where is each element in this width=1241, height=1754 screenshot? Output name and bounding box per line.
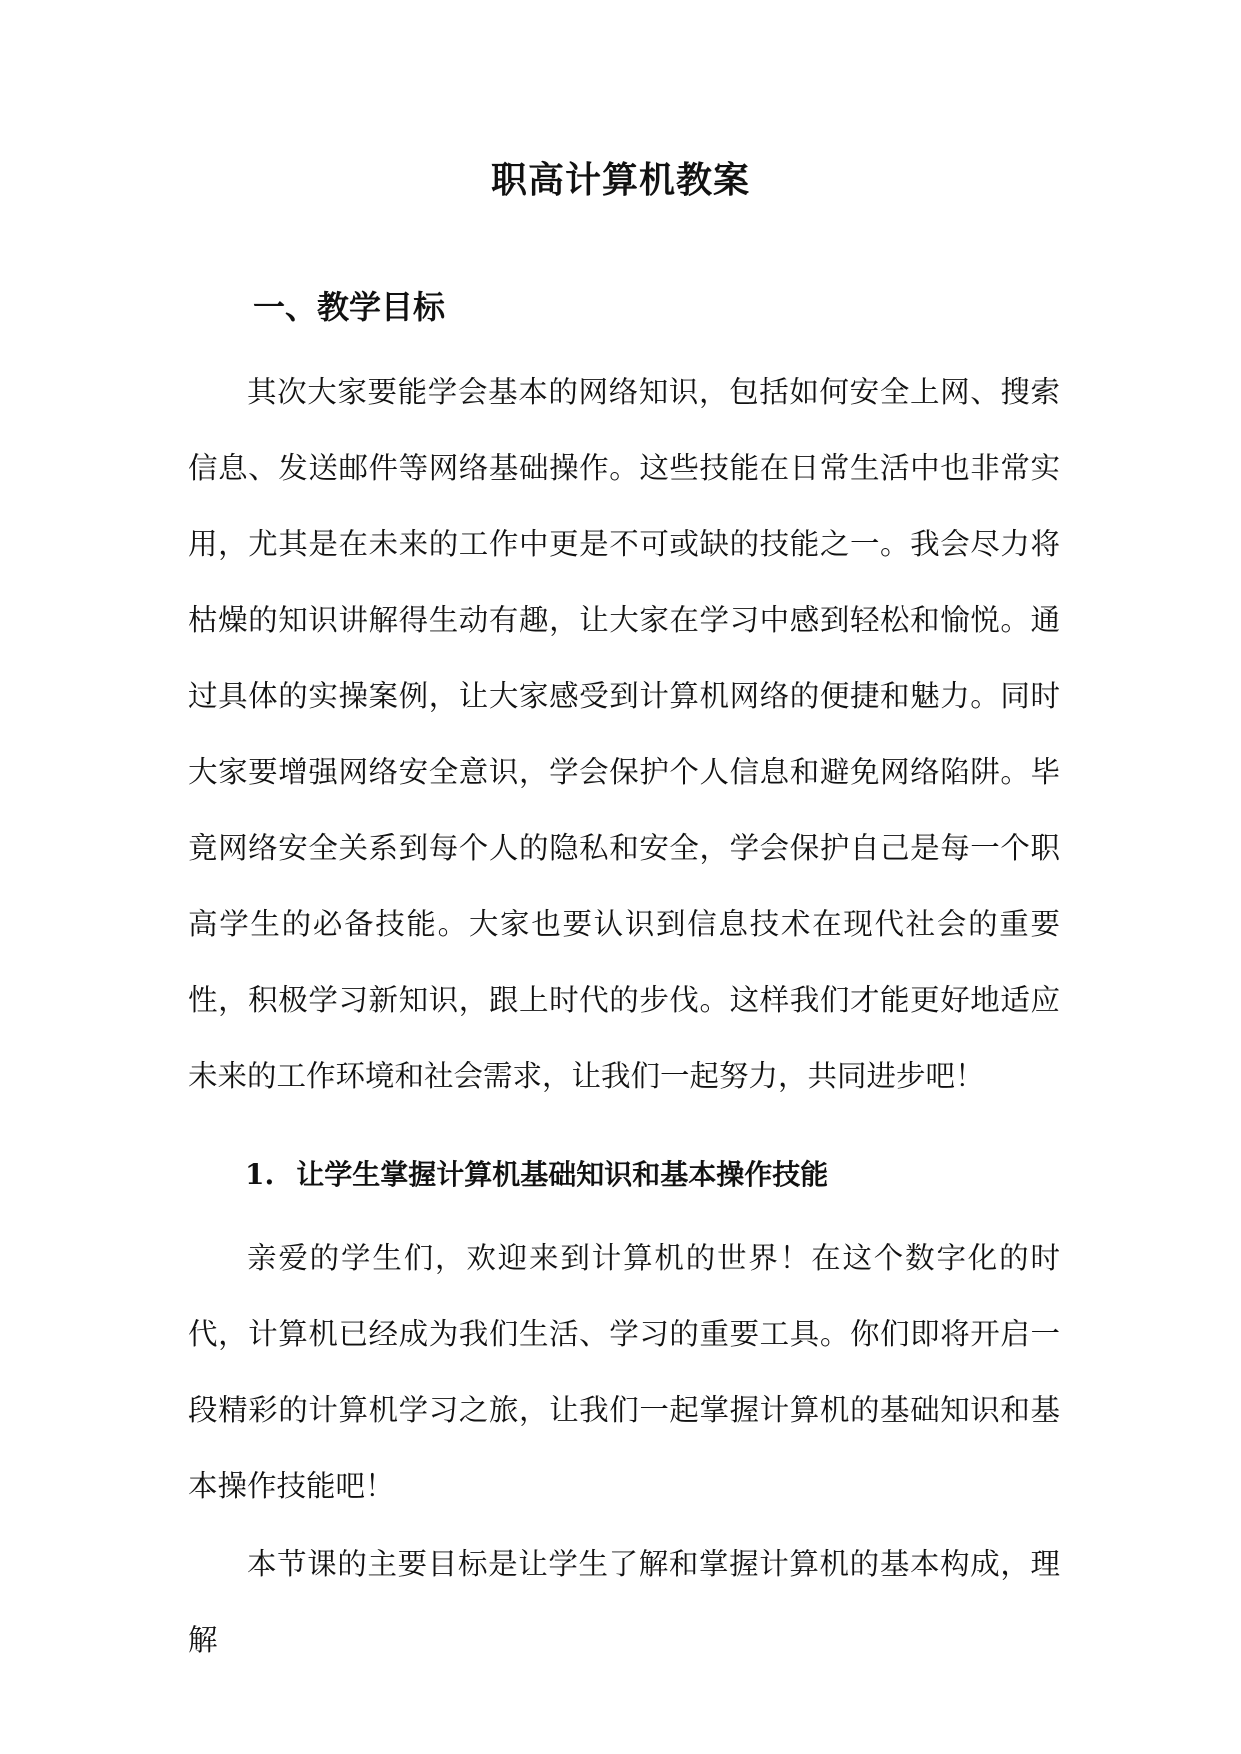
- subsection-heading: [245, 1153, 828, 1193]
- subsection-number: 1.: [245, 1158, 275, 1191]
- subsection1-paragraph-1: 亲爱的学生们，欢迎来到计算机的世界！在这个数字化的时代，计算机已经成为我们生活、学习的重要工具。你们即将开启一段精彩的计算机学习之旅，让我们一起掌握计算机的基础知识和基本操作技能吧！: [188, 1241, 1060, 1503]
- subsection-heading-text: 让学生掌握计算机基础知识和基本操作技能: [296, 1158, 829, 1191]
- section-heading-teaching-goals: 一、教学目标: [253, 288, 446, 326]
- subsection1-paragraph-2: 本节课的主要目标是让学生了解和掌握计算机的基本构成，理解: [188, 1547, 1060, 1657]
- section1-paragraph: 其次大家要能学会基本的网络知识，包括如何安全上网、搜索信息、发送邮件等网络基础操作。这些技能在日常生活中也非常实用，尤其是在未来的工作中更是不可或缺的技能之一。我会尽力将枯燥的知识讲解得生动有趣，让大家在学习中感到轻松和愉悦。通过具体的实操案例，让大家感受到计算机网络的便捷和魅力。同时大家要增强网络安全意识，学会保护个人信息和避免网络陷阱。毕竟网络安全关系到每个人的隐私和安全，学会保护自己是每一个职高学生的必备技能。大家也要认识到信息技术在现代社会的重要性，积极学习新知识，跟上时代的步伐。这样我们才能更好地适应未来的工作环境和社会需求，让我们一起努力，共同进步吧！: [188, 375, 1060, 1093]
- document-title: 职高计算机教案: [490, 159, 750, 201]
